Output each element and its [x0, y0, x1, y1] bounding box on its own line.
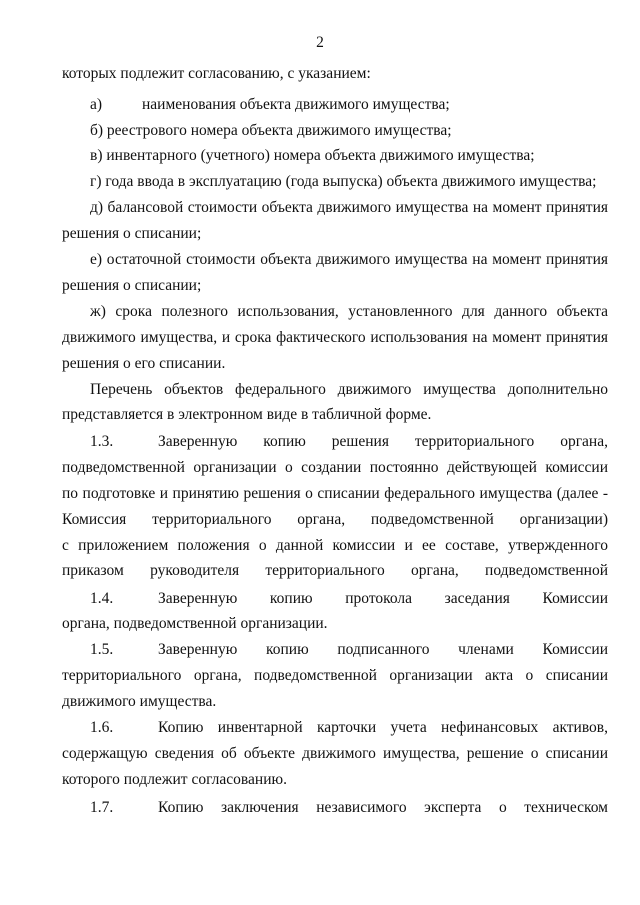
text-line: которых подлежит согласованию, с указанием:	[62, 65, 371, 82]
clause-number: 1.6.	[90, 719, 114, 736]
clause-text: Заверенную копию подписанного членами Комиссии	[158, 641, 608, 658]
clause-text: Заверенную копию решения территориального органа,	[158, 433, 608, 450]
paragraph-line: Перечень объектов федерального движимого имущества дополнительно	[90, 381, 608, 398]
text-line: приказом руководителя территориального органа, подведомственной	[62, 562, 608, 579]
list-item-g: ж) срока полезного использования, установленного для данного объекта	[90, 303, 608, 320]
text-line: движимого имущества.	[62, 693, 217, 710]
text-line: решения о списании;	[62, 225, 202, 242]
clause-number: 1.4.	[90, 590, 114, 607]
text-line: с приложением положения о данной комиссии и ее составе, утвержденного	[62, 537, 608, 554]
list-item-b: б) реестрового номера объекта движимого имущества;	[90, 122, 452, 139]
list-item-d: г) года ввода в эксплуатацию (года выпуска) объекта движимого имущества;	[90, 173, 597, 190]
list-item-c: в) инвентарного (учетного) номера объекта движимого имущества;	[90, 147, 535, 164]
text-line: содержащую сведения об объекте движимого имущества, решение о списании	[62, 745, 608, 762]
text-line: решения о его списании.	[62, 355, 226, 372]
list-label: а)	[90, 96, 103, 113]
text-line: которого подлежит согласованию.	[62, 771, 287, 788]
text-line: подведомственной организации о создании постоянно действующей комиссии	[62, 459, 608, 476]
text-line: движимого имущества, и срока фактического использования на момент принятия	[62, 329, 608, 346]
page-number: 2	[316, 34, 324, 51]
clause-number: 1.5.	[90, 641, 114, 658]
text-line: представляется в электронном виде в табличной форме.	[62, 406, 432, 423]
clause-number: 1.3.	[90, 433, 114, 450]
clause-text: Копию заключения независимого эксперта о техническом	[158, 799, 608, 816]
text-line: решения о списании;	[62, 277, 202, 294]
text-line: Комиссия территориального органа, подведомственной организации)	[62, 511, 608, 528]
text-line: органа, подведомственной организации.	[62, 615, 328, 632]
clause-text: Заверенную копию протокола заседания Комиссии	[158, 590, 608, 607]
list-text: наименования объекта движимого имущества;	[142, 96, 450, 113]
list-item-a	[90, 95, 450, 115]
text-line: территориального органа, подведомственной организации акта о списании	[62, 667, 608, 684]
list-item-e: д) балансовой стоимости объекта движимого имущества на момент принятия	[90, 199, 608, 216]
clause-text: Копию инвентарной карточки учета нефинансовых активов,	[158, 719, 608, 736]
text-line: по подготовке и принятию решения о списании федерального имущества (далее -	[62, 485, 608, 502]
list-item-f: е) остаточной стоимости объекта движимого имущества на момент принятия	[90, 251, 608, 268]
clause-number: 1.7.	[90, 799, 114, 816]
